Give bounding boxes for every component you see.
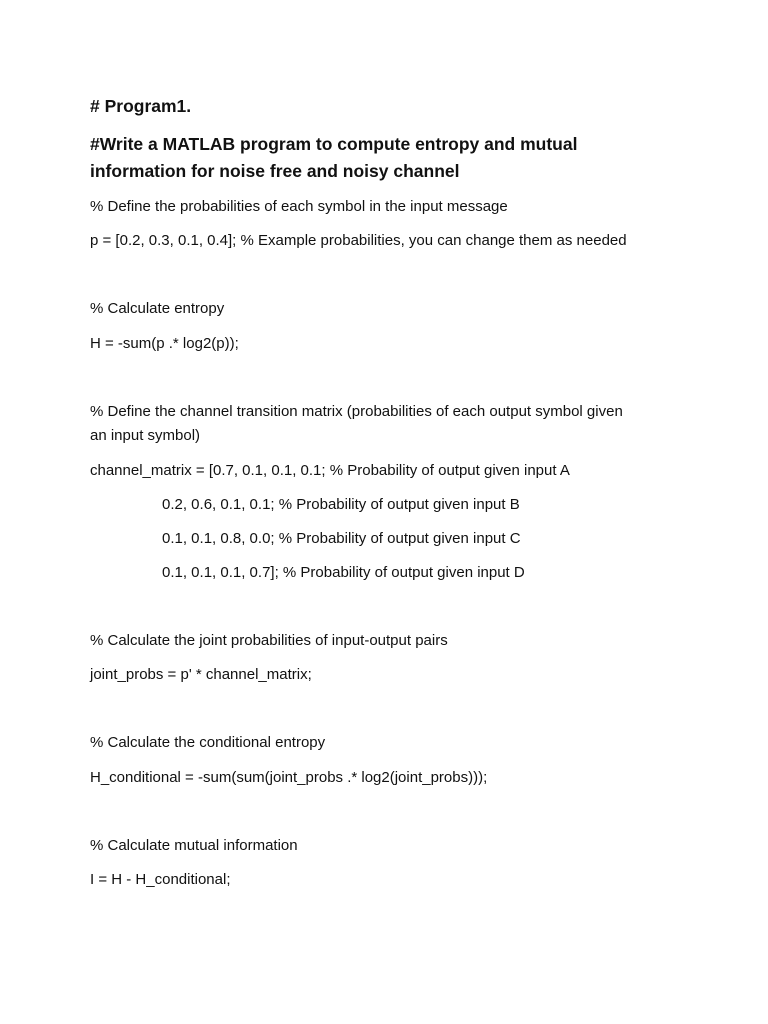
code-joint-probs-assignment: joint_probs = p' * channel_matrix; bbox=[90, 666, 312, 683]
title-line-1: #Write a MATLAB program to compute entropy and mutual bbox=[90, 134, 578, 154]
code-channel-matrix-row-4: 0.1, 0.1, 0.1, 0.7]; % Probability of output given input D bbox=[162, 564, 525, 581]
code-H-conditional-assignment: H_conditional = -sum(sum(joint_probs .* log2(joint_probs))); bbox=[90, 769, 488, 786]
code-channel-matrix-row-2: 0.2, 0.6, 0.1, 0.1; % Probability of output given input B bbox=[162, 496, 520, 513]
code-H-assignment: H = -sum(p .* log2(p)); bbox=[90, 335, 239, 352]
comment-channel-matrix-line-1: % Define the channel transition matrix (probabilities of each output symbol given bbox=[90, 403, 623, 420]
code-p-assignment: p = [0.2, 0.3, 0.1, 0.4]; % Example probabilities, you can change them as needed bbox=[90, 232, 627, 249]
code-channel-matrix-row-1: channel_matrix = [0.7, 0.1, 0.1, 0.1; % Probability of output given input A bbox=[90, 462, 570, 479]
code-I-assignment: I = H - H_conditional; bbox=[90, 871, 231, 888]
comment-define-probabilities: % Define the probabilities of each symbol in the input message bbox=[90, 198, 508, 215]
comment-channel-matrix-line-2: an input symbol) bbox=[90, 427, 201, 444]
code-channel-matrix-row-3: 0.1, 0.1, 0.8, 0.0; % Probability of output given input C bbox=[162, 530, 521, 547]
comment-joint-probabilities: % Calculate the joint probabilities of input-output pairs bbox=[90, 632, 448, 649]
comment-calculate-entropy: % Calculate entropy bbox=[90, 300, 225, 317]
comment-conditional-entropy: % Calculate the conditional entropy bbox=[90, 734, 326, 751]
program-heading: # Program1. bbox=[90, 96, 192, 116]
comment-mutual-information: % Calculate mutual information bbox=[90, 837, 298, 854]
title-line-2: information for noise free and noisy channel bbox=[90, 161, 460, 181]
